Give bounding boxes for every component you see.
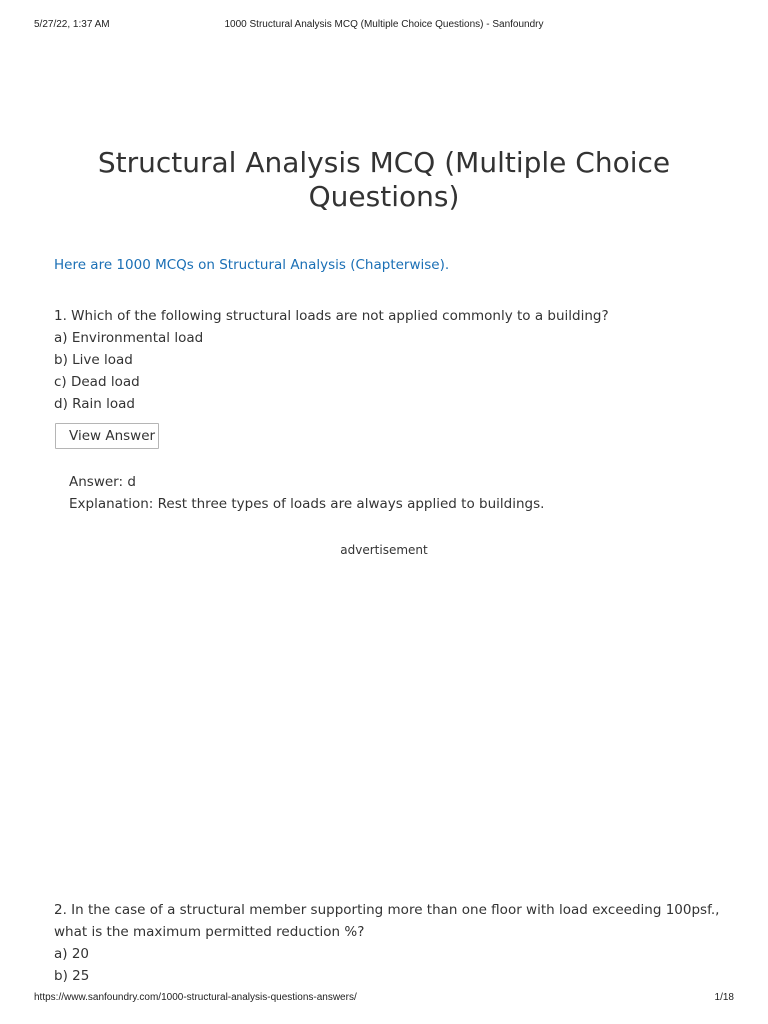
print-page-number: 1/18 — [714, 992, 734, 1003]
print-date: 5/27/22, 1:37 AM — [34, 19, 110, 30]
page-title: Structural Analysis MCQ (Multiple Choice Questions) — [97, 146, 671, 213]
question-1-text: 1. Which of the following structural loads are not applied commonly to a building? — [54, 308, 609, 324]
question-1-option-b: b) Live load — [54, 352, 133, 368]
question-2-option-a: a) 20 — [54, 946, 90, 962]
question-1-option-c: c) Dead load — [54, 374, 140, 390]
question-1-option-d: d) Rain load — [54, 396, 135, 412]
answer-block — [69, 471, 729, 515]
view-answer-button[interactable]: View Answer — [55, 423, 159, 449]
chapterwise-link[interactable]: Here are 1000 MCQs on Structural Analysis (Chapterwise). — [54, 257, 450, 273]
question-1 — [54, 305, 734, 415]
question-2-text-line-2: what is the maximum permitted reduction %? — [54, 924, 365, 940]
print-header — [0, 0, 768, 30]
advertisement-label: advertisement — [340, 543, 428, 557]
question-2 — [54, 899, 734, 987]
question-1-option-a: a) Environmental load — [54, 330, 204, 346]
question-2-text-line-1: 2. In the case of a structural member supporting more than one floor with load exceeding 100psf., — [54, 902, 720, 918]
print-url: https://www.sanfoundry.com/1000-structural-analysis-questions-answers/ — [34, 992, 357, 1003]
explanation-text: Explanation: Rest three types of loads are always applied to buildings. — [69, 496, 545, 512]
print-document-title: 1000 Structural Analysis MCQ (Multiple Choice Questions) - Sanfoundry — [224, 19, 544, 30]
question-2-option-b: b) 25 — [54, 968, 90, 984]
answer-text: Answer: d — [69, 474, 136, 490]
print-footer — [0, 990, 768, 1010]
